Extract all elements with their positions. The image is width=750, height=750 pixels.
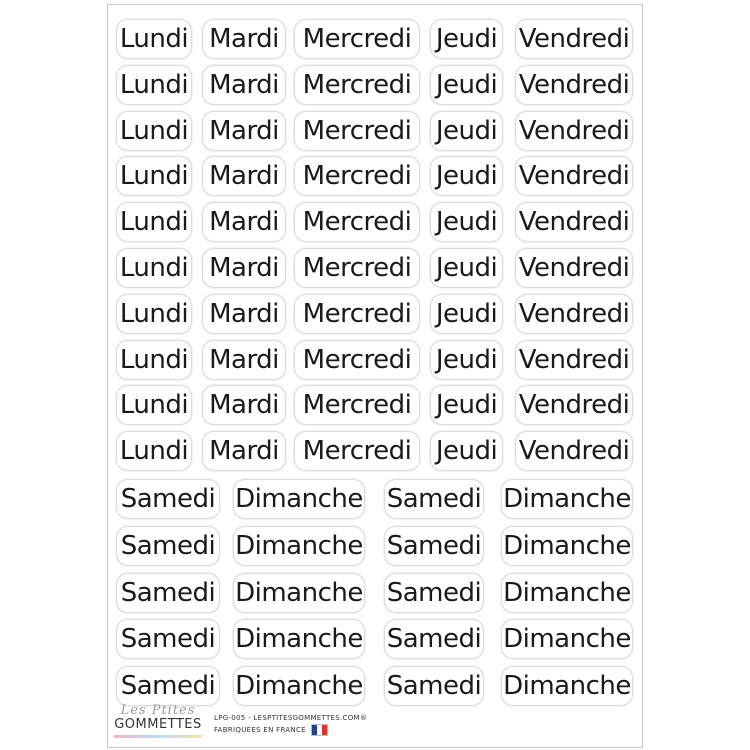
sticker-mardi: Mardi	[202, 385, 286, 425]
sticker-dimanche: Dimanche	[501, 666, 633, 706]
sticker-lundi: Lundi	[116, 202, 192, 242]
sticker-jeudi: Jeudi	[430, 294, 503, 334]
sticker-dimanche: Dimanche	[501, 619, 633, 659]
sticker-samedi: Samedi	[116, 573, 220, 613]
made-in-line	[214, 724, 367, 736]
sticker-mardi: Mardi	[202, 248, 286, 288]
sticker-lundi: Lundi	[116, 385, 192, 425]
sticker-lundi: Lundi	[116, 431, 192, 471]
sticker-jeudi: Jeudi	[430, 340, 503, 380]
sticker-dimanche: Dimanche	[501, 526, 633, 566]
sticker-mardi: Mardi	[202, 294, 286, 334]
sticker-jeudi: Jeudi	[430, 202, 503, 242]
sticker-lundi: Lundi	[116, 248, 192, 288]
sticker-jeudi: Jeudi	[430, 156, 503, 196]
sticker-jeudi: Jeudi	[430, 111, 503, 151]
sticker-vendredi: Vendredi	[515, 340, 633, 380]
sticker-dimanche: Dimanche	[233, 666, 365, 706]
product-reference: LPG-005 - LESPTITESGOMMETTES.COM®	[214, 714, 368, 722]
sticker-jeudi: Jeudi	[430, 431, 503, 471]
sticker-vendredi: Vendredi	[515, 294, 633, 334]
sticker-vendredi: Vendredi	[515, 202, 633, 242]
sticker-mardi: Mardi	[202, 19, 286, 59]
footer-info	[214, 713, 367, 736]
sticker-mercredi: Mercredi	[294, 340, 420, 380]
sticker-vendredi: Vendredi	[515, 248, 633, 288]
sticker-mercredi: Mercredi	[294, 202, 420, 242]
sticker-vendredi: Vendredi	[515, 431, 633, 471]
logo-underline	[114, 735, 202, 738]
sticker-jeudi: Jeudi	[430, 65, 503, 105]
sticker-lundi: Lundi	[116, 19, 192, 59]
sticker-samedi: Samedi	[384, 479, 484, 519]
sticker-mercredi: Mercredi	[294, 385, 420, 425]
sticker-vendredi: Vendredi	[515, 19, 633, 59]
sticker-lundi: Lundi	[116, 111, 192, 151]
sticker-vendredi: Vendredi	[515, 65, 633, 105]
sticker-vendredi: Vendredi	[515, 156, 633, 196]
made-in-text: FABRIQUÉES EN FRANCE	[214, 726, 306, 734]
logo-main-text: GOMMETTES	[114, 717, 202, 732]
sticker-sheet	[107, 4, 643, 748]
sticker-mercredi: Mercredi	[294, 65, 420, 105]
sticker-mardi: Mardi	[202, 111, 286, 151]
sticker-lundi: Lundi	[116, 156, 192, 196]
sticker-mercredi: Mercredi	[294, 248, 420, 288]
sticker-samedi: Samedi	[116, 619, 220, 659]
sticker-lundi: Lundi	[116, 65, 192, 105]
sticker-lundi: Lundi	[116, 294, 192, 334]
logo-script-text: Les Ptites	[120, 703, 196, 718]
sticker-samedi: Samedi	[384, 526, 484, 566]
sticker-dimanche: Dimanche	[233, 526, 365, 566]
sticker-mercredi: Mercredi	[294, 19, 420, 59]
sticker-jeudi: Jeudi	[430, 248, 503, 288]
sticker-samedi: Samedi	[384, 666, 484, 706]
sticker-mardi: Mardi	[202, 65, 286, 105]
sticker-samedi: Samedi	[384, 573, 484, 613]
sticker-dimanche: Dimanche	[233, 573, 365, 613]
sticker-samedi: Samedi	[116, 479, 220, 519]
sticker-jeudi: Jeudi	[430, 19, 503, 59]
sticker-samedi: Samedi	[384, 619, 484, 659]
sticker-mardi: Mardi	[202, 431, 286, 471]
sticker-grid	[108, 5, 642, 747]
sticker-jeudi: Jeudi	[430, 385, 503, 425]
sticker-dimanche: Dimanche	[233, 619, 365, 659]
sticker-mardi: Mardi	[202, 202, 286, 242]
sticker-mercredi: Mercredi	[294, 431, 420, 471]
sticker-vendredi: Vendredi	[515, 385, 633, 425]
sticker-samedi: Samedi	[116, 666, 220, 706]
sticker-dimanche: Dimanche	[233, 479, 365, 519]
sticker-dimanche: Dimanche	[501, 573, 633, 613]
sticker-mardi: Mardi	[202, 156, 286, 196]
sticker-mercredi: Mercredi	[294, 156, 420, 196]
sticker-samedi: Samedi	[116, 526, 220, 566]
sticker-dimanche: Dimanche	[501, 479, 633, 519]
sticker-lundi: Lundi	[116, 340, 192, 380]
brand-logo	[108, 701, 208, 741]
sticker-mardi: Mardi	[202, 340, 286, 380]
sticker-mercredi: Mercredi	[294, 111, 420, 151]
sticker-vendredi: Vendredi	[515, 111, 633, 151]
french-flag-icon	[311, 724, 328, 736]
sticker-mercredi: Mercredi	[294, 294, 420, 334]
